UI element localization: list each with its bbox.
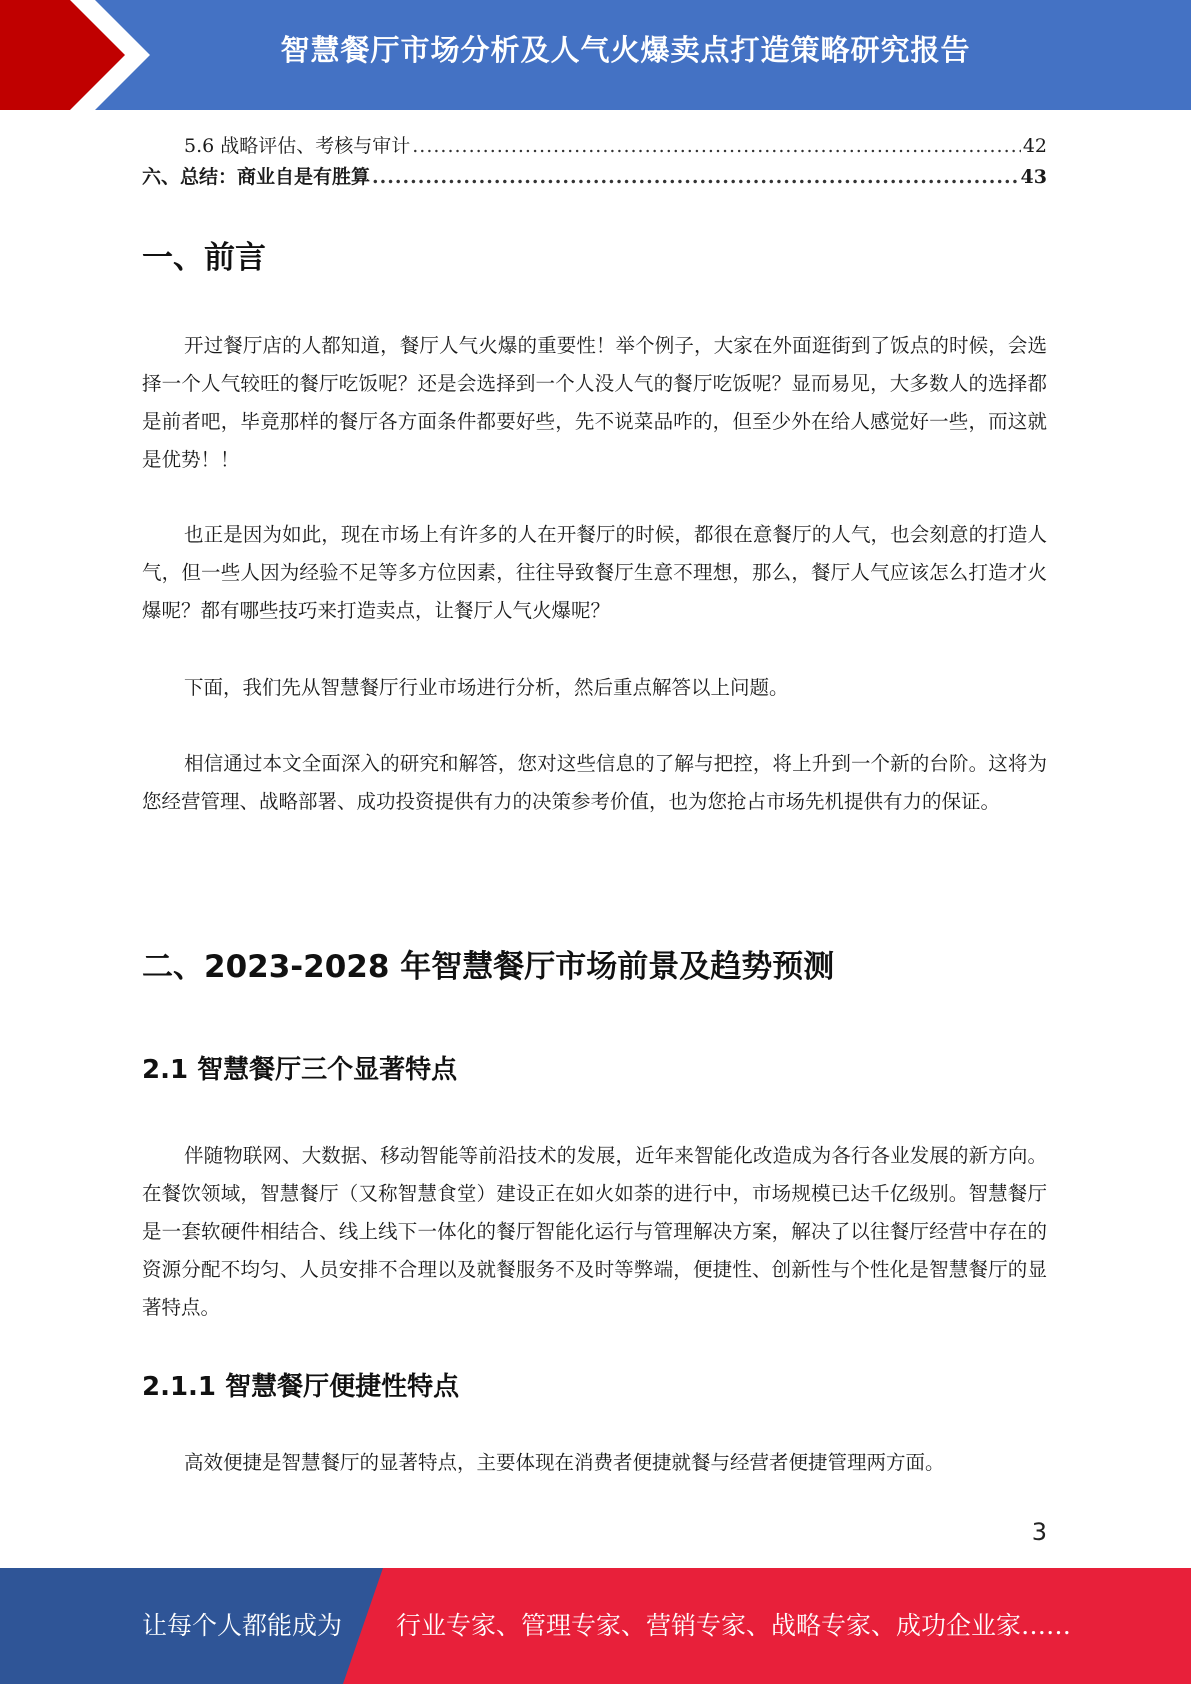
toc-entry-label: 5.6 战略评估、考核与审计 bbox=[184, 135, 411, 157]
report-title: 智慧餐厅市场分析及人气火爆卖点打造策略研究报告 bbox=[280, 33, 971, 67]
toc-entry-label: 六、总结：商业自是有胜算 bbox=[142, 166, 371, 188]
paragraph: 下面，我们先从智慧餐厅行业市场进行分析，然后重点解答以上问题。 bbox=[184, 676, 789, 699]
page-footer bbox=[0, 1568, 1191, 1684]
page-number: 3 bbox=[1031, 1518, 1047, 1546]
toc-entry[interactable] bbox=[142, 162, 1047, 189]
subsection-heading: 2.1 智慧餐厅三个显著特点 bbox=[142, 1055, 458, 1085]
paragraph: 伴随物联网、大数据、移动智能等前沿技术的发展，近年来智能化改造成为各行各业发展的新方向。在餐饮领域，智慧餐厅（又称智慧食堂）建设正在如火如荼的进行中，市场规模已达千亿级别。智慧餐厅是一套软硬件相结合、线上线下一体化的餐厅智能化运行与管理解决方案，解决了以往餐厅经营中存在的资源分配不均匀、人员安排不合理以及就餐服务不及时等弊端，便捷性、创新性与个性化是智慧餐厅的显著特点。 bbox=[142, 1144, 1047, 1319]
toc-entry-page: 43 bbox=[1020, 166, 1047, 188]
page-header bbox=[0, 0, 1191, 110]
footer-slogan-right: 行业专家、管理专家、营销专家、战略专家、成功企业家…… bbox=[396, 1611, 1072, 1640]
footer-slogan-left: 让每个人都能成为 bbox=[142, 1611, 343, 1640]
toc-entry-page: 42 bbox=[1022, 135, 1047, 157]
section-heading-market-outlook: 二、2023-2028 年智慧餐厅市场前景及趋势预测 bbox=[142, 949, 835, 985]
toc-leader-dots bbox=[372, 166, 1019, 188]
paragraph: 也正是因为如此，现在市场上有许多的人在开餐厅的时候，都很在意餐厅的人气，也会刻意的打造人气，但一些人因为经验不足等多方位因素，往往导致餐厅生意不理想，那么，餐厅人气应该怎么打造才火爆呢？都有哪些技巧来打造卖点，让餐厅人气火爆呢？ bbox=[142, 523, 1047, 622]
paragraph: 高效便捷是智慧餐厅的显著特点，主要体现在消费者便捷就餐与经营者便捷管理两方面。 bbox=[184, 1451, 945, 1474]
toc-entry[interactable] bbox=[142, 131, 1047, 158]
subsection-heading: 2.1.1 智慧餐厅便捷性特点 bbox=[142, 1372, 460, 1402]
section-heading-preface: 一、前言 bbox=[142, 240, 266, 276]
paragraph: 相信通过本文全面深入的研究和解答，您对这些信息的了解与把控，将上升到一个新的台阶。这将为您经营管理、战略部署、成功投资提供有力的决策参考价值，也为您抢占市场先机提供有力的保证。 bbox=[142, 752, 1047, 813]
toc-leader-dots bbox=[412, 135, 1021, 157]
paragraph: 开过餐厅店的人都知道，餐厅人气火爆的重要性！举个例子，大家在外面逛街到了饭点的时候，会选择一个人气较旺的餐厅吃饭呢？还是会选择到一个人没人气的餐厅吃饭呢？显而易见，大多数人的选择都是前者吧，毕竟那样的餐厅各方面条件都要好些，先不说菜品咋的，但至少外在给人感觉好一些，而这就是优势！！ bbox=[142, 334, 1047, 471]
